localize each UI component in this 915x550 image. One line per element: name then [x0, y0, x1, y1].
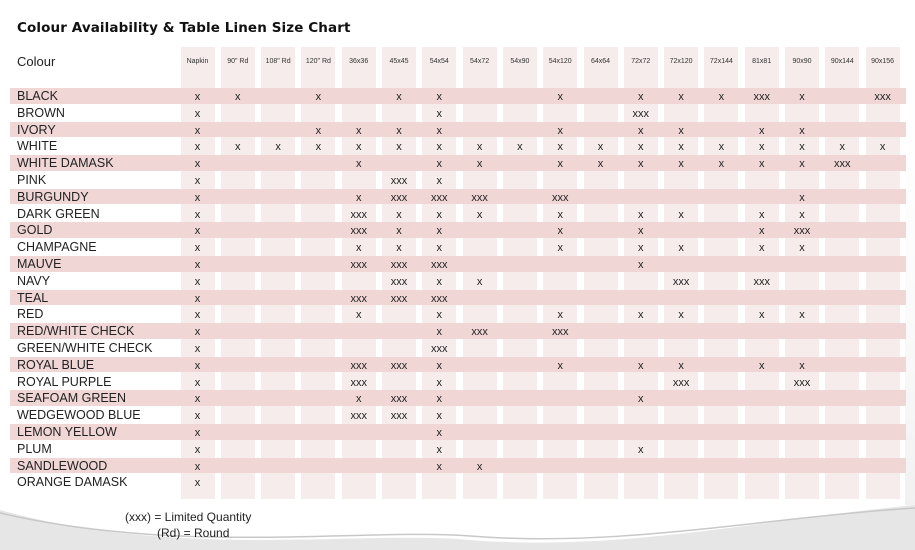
availability-cell: xxx [471, 326, 488, 339]
availability-cell: x [436, 208, 443, 221]
availability-cell: xxx [632, 107, 650, 120]
size-column-header: 72x120 [669, 58, 693, 65]
availability-cell: x [638, 158, 644, 171]
availability-cell: x [194, 309, 201, 322]
colour-row-label: PINK [17, 173, 47, 187]
availability-cell: xxx [390, 393, 408, 406]
colour-row-label: ROYAL BLUE [17, 357, 95, 372]
availability-cell: x [638, 393, 644, 406]
availability-cell: x [678, 91, 684, 103]
availability-cell: x [235, 91, 241, 103]
availability-cell: xxx [350, 359, 367, 372]
colour-row-label: BROWN [17, 105, 65, 120]
availability-cell: x [638, 208, 644, 221]
availability-cell: x [194, 326, 201, 339]
size-column-header: 54x54 [429, 58, 449, 65]
availability-cell: x [355, 242, 362, 255]
availability-cell: x [678, 124, 684, 137]
colour-row-label: NAVY [17, 273, 51, 288]
colour-row-label: LEMON YELLOW [17, 425, 117, 439]
availability-cell: x [355, 393, 362, 406]
availability-cell: x [436, 410, 443, 423]
availability-cell: x [315, 141, 322, 154]
availability-cell: x [436, 309, 443, 322]
colour-column-header: Colour [17, 54, 56, 69]
availability-cell: x [194, 107, 201, 120]
availability-cell: x [194, 191, 201, 204]
availability-cell: x [638, 225, 644, 238]
availability-cell: x [194, 393, 201, 406]
availability-cell: x [718, 141, 725, 154]
colour-row-label: RED [17, 307, 44, 322]
availability-cell: x [194, 343, 201, 355]
availability-cell: x [315, 124, 322, 137]
availability-cell: x [436, 124, 443, 137]
colour-row-label: DARK GREEN [17, 206, 100, 221]
availability-cell: x [476, 141, 483, 154]
availability-cell: x [315, 91, 322, 103]
availability-cell: x [194, 91, 201, 103]
availability-cell: x [557, 91, 563, 103]
colour-row-label: ROYAL PURPLE [17, 374, 112, 389]
availability-cell: x [476, 208, 483, 221]
availability-cell: xxx [431, 343, 448, 355]
colour-row-label: BLACK [17, 89, 58, 103]
availability-cell: xxx [390, 359, 408, 372]
availability-cell: x [194, 124, 201, 137]
colour-row-label: GOLD [17, 223, 53, 238]
availability-cell: x [678, 141, 684, 154]
colour-row-label: RED/WHITE CHECK [17, 324, 135, 339]
availability-cell: x [194, 175, 201, 187]
availability-cell: x [436, 326, 443, 339]
colour-row-label: WHITE [17, 139, 58, 154]
availability-cell: x [355, 191, 362, 204]
colour-row-label: SANDLEWOOD [17, 458, 108, 473]
availability-cell: x [799, 242, 805, 255]
availability-cell: x [396, 91, 402, 103]
availability-cell: x [758, 225, 765, 238]
availability-cell: x [799, 309, 805, 322]
size-column-header: 64x64 [590, 58, 611, 65]
availability-cell: x [758, 141, 765, 154]
availability-cell: x [678, 309, 684, 322]
availability-cell: x [758, 242, 765, 255]
availability-cell: xxx [672, 376, 690, 389]
availability-cell: x [758, 208, 765, 221]
size-column-header: 36x36 [349, 58, 369, 65]
availability-cell: xxx [753, 275, 770, 288]
availability-cell: x [194, 359, 201, 372]
colour-row-label: GREEN/WHITE CHECK [17, 341, 153, 355]
availability-cell: x [476, 158, 483, 171]
availability-cell: x [517, 141, 523, 154]
availability-cell: xxx [390, 410, 408, 423]
availability-cell: x [194, 376, 201, 389]
page-title: Colour Availability & Table Linen Size Chart [17, 20, 351, 36]
colour-row-label: MAUVE [17, 257, 62, 271]
availability-cell: x [436, 158, 443, 171]
size-column-header: 90x144 [830, 58, 854, 65]
size-column-header: 90x90 [792, 58, 812, 65]
availability-cell: xxx [431, 191, 448, 204]
availability-cell: x [839, 141, 846, 154]
size-column-header: 72x72 [631, 58, 651, 65]
availability-cell: x [557, 124, 563, 137]
availability-cell: xxx [390, 191, 408, 204]
availability-cell: x [678, 208, 684, 221]
availability-cell: x [436, 359, 443, 372]
availability-cell: x [799, 91, 805, 103]
availability-cell: xxx [431, 292, 448, 305]
availability-cell: x [638, 309, 644, 322]
availability-cell: xxx [350, 376, 367, 389]
colour-row-label: ORANGE DAMASK [17, 475, 128, 490]
availability-cell: xxx [431, 259, 448, 271]
legend-limited-quantity: (xxx) = Limited Quantity [125, 510, 252, 524]
colour-row-label: WHITE DAMASK [17, 156, 114, 171]
availability-cell: x [436, 376, 443, 389]
availability-cell: xxx [390, 275, 408, 288]
availability-cell: x [194, 427, 201, 439]
size-column-header: 108" Rd [265, 58, 291, 65]
availability-cell: x [194, 225, 201, 238]
availability-cell: x [758, 359, 765, 372]
availability-cell: x [235, 141, 241, 154]
availability-cell: x [436, 443, 443, 456]
availability-cell: x [436, 393, 443, 406]
size-column-header: 90" Rd [227, 58, 249, 65]
colour-row-label: PLUM [17, 441, 52, 456]
availability-cell: xxx [390, 292, 408, 305]
colour-row-label: SEAFOAM GREEN [17, 391, 127, 406]
availability-cell: x [355, 141, 362, 154]
availability-cell: x [678, 158, 684, 171]
size-column-header: 54x120 [548, 58, 572, 65]
availability-cell: x [638, 443, 644, 456]
availability-cell: xxx [551, 326, 569, 339]
availability-cell: x [638, 242, 644, 255]
availability-cell: x [194, 443, 201, 456]
size-column-header: 54x90 [510, 58, 530, 65]
availability-cell: xxx [551, 191, 569, 204]
availability-cell: xxx [350, 208, 367, 221]
availability-cell: x [718, 158, 725, 171]
size-column-header: 45x45 [389, 58, 409, 65]
availability-cell: x [355, 158, 362, 171]
availability-cell: x [194, 410, 201, 423]
availability-cell: x [758, 124, 765, 137]
availability-cell: x [758, 158, 765, 171]
availability-cell: x [396, 242, 402, 255]
availability-cell: x [557, 309, 563, 322]
size-column-header: Napkin [186, 58, 209, 65]
availability-cell: x [678, 242, 684, 255]
availability-cell: x [396, 225, 402, 238]
availability-cell: x [597, 158, 604, 171]
availability-cell: x [799, 191, 805, 204]
availability-cell: x [799, 124, 805, 137]
availability-cell: x [396, 124, 402, 137]
availability-cell: xxx [753, 91, 770, 103]
availability-cell: xxx [390, 175, 408, 187]
availability-cell: x [557, 141, 563, 154]
availability-cell: x [436, 91, 443, 103]
availability-cell: xxx [793, 376, 811, 389]
availability-cell: x [194, 141, 201, 154]
availability-cell: x [436, 175, 443, 187]
availability-cell: x [436, 275, 443, 288]
availability-cell: x [597, 141, 604, 154]
availability-cell: x [355, 124, 362, 137]
availability-cell: x [436, 460, 443, 473]
availability-cell: x [194, 158, 201, 171]
availability-cell: xxx [471, 191, 488, 204]
availability-cell: x [638, 141, 644, 154]
availability-cell: x [476, 275, 483, 288]
availability-cell: x [194, 275, 201, 288]
availability-cell: xxx [793, 225, 811, 238]
size-column-header: 72x144 [709, 58, 733, 65]
availability-cell: x [396, 141, 402, 154]
size-column-header: 120" Rd [305, 58, 331, 65]
availability-cell: x [557, 359, 563, 372]
availability-cell: x [638, 124, 644, 137]
availability-cell: x [557, 208, 563, 221]
availability-cell: x [718, 91, 725, 103]
availability-cell: x [557, 225, 563, 238]
colour-row-label: CHAMPAGNE [17, 240, 97, 255]
availability-cell: x [436, 427, 443, 439]
legend-round: (Rd) = Round [157, 526, 230, 540]
availability-cell: x [678, 359, 684, 372]
availability-cell: x [799, 158, 805, 171]
availability-cell: x [557, 242, 563, 255]
availability-cell: xxx [350, 259, 367, 271]
availability-cell: x [275, 141, 281, 154]
availability-cell: x [436, 225, 443, 238]
availability-cell: x [638, 359, 644, 372]
availability-cell: x [638, 91, 644, 103]
availability-cell: xxx [350, 410, 367, 423]
availability-cell: x [879, 141, 886, 154]
availability-cell: x [799, 141, 805, 154]
colour-row-label: BURGUNDY [17, 189, 89, 204]
availability-cell: x [436, 242, 443, 255]
availability-cell: xxx [672, 275, 690, 288]
availability-cell: x [799, 208, 805, 221]
availability-cell: x [476, 460, 483, 473]
availability-cell: x [557, 158, 563, 171]
size-column-header: 90x156 [871, 58, 895, 65]
availability-cell: x [194, 242, 201, 255]
colour-row-label: TEAL [17, 290, 49, 305]
availability-cell: x [355, 309, 362, 322]
availability-cell: x [194, 460, 201, 473]
colour-row-label: WEDGEWOOD BLUE [17, 408, 141, 423]
availability-cell: x [638, 259, 644, 271]
availability-cell: x [194, 208, 201, 221]
availability-cell: x [396, 208, 402, 221]
availability-cell: xxx [834, 158, 851, 171]
availability-cell: x [436, 107, 443, 120]
availability-cell: xxx [350, 292, 367, 305]
availability-cell: x [194, 259, 201, 271]
availability-cell: x [194, 477, 201, 490]
availability-cell: xxx [390, 259, 408, 271]
availability-cell: xxx [874, 91, 891, 103]
availability-cell: x [194, 292, 201, 305]
availability-cell: x [436, 141, 443, 154]
size-column-header: 81x81 [752, 58, 772, 65]
availability-cell: x [799, 359, 805, 372]
colour-row-label: IVORY [17, 122, 56, 137]
size-column-header: 54x72 [470, 58, 490, 65]
availability-cell: x [758, 309, 765, 322]
availability-cell: xxx [350, 225, 367, 238]
